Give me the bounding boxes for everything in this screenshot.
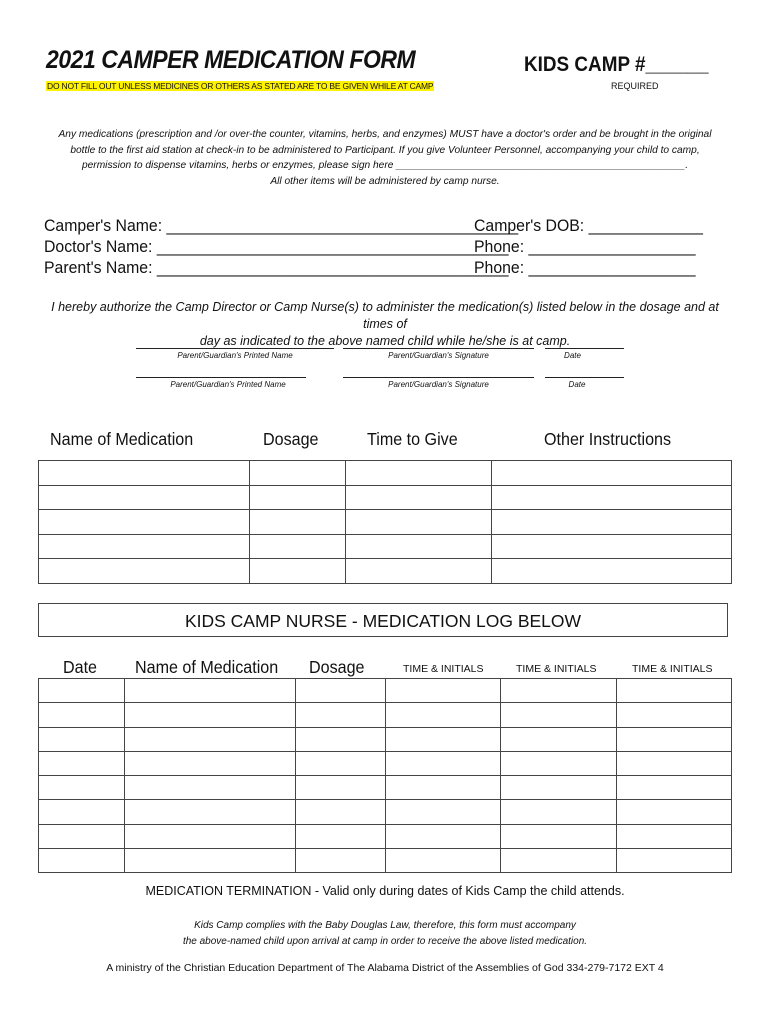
printed-name-label-2: Parent/Guardian's Printed Name [170, 380, 286, 389]
intro-line-3[interactable]: permission to dispense vitamins, herbs or enzymes, please sign here ___________________________________________________. [81, 160, 689, 172]
table-row [39, 727, 732, 751]
table-cell[interactable] [492, 510, 732, 535]
col-dosage: Dosage [263, 429, 319, 449]
table-cell[interactable] [295, 703, 386, 727]
doctor-name-field[interactable]: Doctor's Name: ________________________________________ [44, 237, 509, 256]
parent-name-field[interactable]: Parent's Name: ________________________________________ [44, 258, 509, 277]
table-cell[interactable] [386, 776, 501, 800]
warning-banner: DO NOT FILL OUT UNLESS MEDICINES OR OTHERS AS STATED ARE TO BE GIVEN WHILE AT CAMP [47, 81, 434, 91]
table-cell[interactable] [295, 776, 386, 800]
table-cell[interactable] [501, 776, 617, 800]
table-cell[interactable] [249, 534, 345, 559]
table-row [39, 485, 732, 510]
table-cell[interactable] [386, 679, 501, 703]
table-row [39, 703, 732, 727]
table-cell[interactable] [39, 751, 125, 775]
table-row [39, 849, 732, 873]
table-cell[interactable] [617, 679, 732, 703]
table-cell[interactable] [492, 461, 732, 486]
table-cell[interactable] [501, 727, 617, 751]
nurse-log-banner: KIDS CAMP NURSE - MEDICATION LOG BELOW [38, 603, 728, 637]
form-title: 2021 CAMPER MEDICATION FORM [46, 46, 416, 74]
table-cell[interactable] [124, 727, 295, 751]
table-row [39, 824, 732, 848]
signature-line-1[interactable] [343, 348, 534, 349]
table-row [39, 679, 732, 703]
table-cell[interactable] [386, 849, 501, 873]
table-cell[interactable] [345, 559, 492, 584]
table-cell[interactable] [39, 485, 250, 510]
table-cell[interactable] [124, 849, 295, 873]
table-cell[interactable] [295, 727, 386, 751]
table-cell[interactable] [295, 824, 386, 848]
signature-label-1: Parent/Guardian's Signature [388, 351, 489, 360]
printed-name-label-1: Parent/Guardian's Printed Name [177, 351, 293, 360]
table-cell[interactable] [617, 776, 732, 800]
log-col-date: Date [63, 657, 98, 677]
table-cell[interactable] [39, 679, 125, 703]
medication-table [38, 460, 732, 584]
table-cell[interactable] [501, 703, 617, 727]
compliance-line-1: Kids Camp complies with the Baby Douglas Law, therefore, this form must accompany [194, 920, 576, 931]
table-cell[interactable] [39, 461, 250, 486]
date-label-2: Date [568, 380, 586, 389]
table-cell[interactable] [39, 849, 125, 873]
table-cell[interactable] [492, 534, 732, 559]
table-cell[interactable] [39, 559, 250, 584]
authorization-line-1: I hereby authorize the Camp Director or Camp Nurse(s) to administer the medication(s) listed below in the dosage and at times of [51, 300, 719, 331]
signature-line-2[interactable] [343, 377, 534, 378]
termination-notice: MEDICATION TERMINATION - Valid only during dates of Kids Camp the child attends. [145, 884, 625, 898]
table-cell[interactable] [249, 510, 345, 535]
table-cell[interactable] [501, 824, 617, 848]
table-cell[interactable] [617, 824, 732, 848]
table-cell[interactable] [39, 800, 125, 824]
intro-line-4: All other items will be administered by camp nurse. [270, 175, 500, 187]
signature-label-2: Parent/Guardian's Signature [388, 380, 489, 389]
col-other-instructions: Other Instructions [544, 429, 672, 449]
printed-name-line-2[interactable] [136, 377, 306, 378]
required-label: REQUIRED [611, 81, 659, 91]
table-cell[interactable] [501, 751, 617, 775]
table-row [39, 800, 732, 824]
table-cell[interactable] [124, 703, 295, 727]
col-time-to-give: Time to Give [367, 429, 458, 449]
table-cell[interactable] [124, 679, 295, 703]
table-cell[interactable] [501, 800, 617, 824]
date-line-1[interactable] [545, 348, 624, 349]
table-cell[interactable] [295, 849, 386, 873]
table-cell[interactable] [386, 727, 501, 751]
table-cell[interactable] [39, 824, 125, 848]
table-row [39, 559, 732, 584]
compliance-notice [40, 918, 730, 950]
table-cell[interactable] [386, 703, 501, 727]
date-line-2[interactable] [545, 377, 624, 378]
table-cell[interactable] [617, 703, 732, 727]
table-cell[interactable] [345, 510, 492, 535]
table-cell[interactable] [295, 751, 386, 775]
intro-line-1: Any medications (prescription and /or over-the counter, vitamins, herbs, and enzymes) MUST have a doctor's order and be brought in the original [58, 129, 712, 140]
ministry-footer: A ministry of the Christian Education Department of The Alabama District of the Assemblies of God 334-279-7172 EXT 4 [106, 962, 664, 974]
log-col-time-initials-2: TIME & INITIALS [516, 663, 597, 675]
table-cell[interactable] [617, 800, 732, 824]
table-row [39, 534, 732, 559]
table-cell[interactable] [492, 485, 732, 510]
table-cell[interactable] [124, 776, 295, 800]
table-row [39, 776, 732, 800]
table-cell[interactable] [249, 461, 345, 486]
doctor-phone-field[interactable]: Phone: ___________________ [474, 237, 696, 256]
table-cell[interactable] [492, 559, 732, 584]
table-cell[interactable] [124, 751, 295, 775]
table-cell[interactable] [249, 559, 345, 584]
table-cell[interactable] [501, 849, 617, 873]
table-cell[interactable] [249, 485, 345, 510]
table-cell[interactable] [124, 824, 295, 848]
table-cell[interactable] [39, 510, 250, 535]
table-cell[interactable] [345, 534, 492, 559]
nurse-log-table [38, 678, 732, 873]
table-cell[interactable] [345, 461, 492, 486]
date-label-1: Date [564, 351, 581, 360]
log-col-name-of-medication: Name of Medication [135, 657, 279, 677]
log-col-time-initials-3: TIME & INITIALS [632, 663, 713, 675]
printed-name-line-1[interactable] [136, 348, 334, 349]
table-row [39, 751, 732, 775]
table-cell[interactable] [617, 849, 732, 873]
intro-line-2: bottle to the first aid station at check-in to be administered to Participant. If you give Volunteer Personnel, accompanying your child to camp, [70, 144, 700, 156]
table-cell[interactable] [617, 727, 732, 751]
table-cell[interactable] [501, 679, 617, 703]
table-cell[interactable] [39, 727, 125, 751]
kids-camp-number[interactable]: KIDS CAMP #______ [524, 53, 709, 76]
intro-text [40, 127, 730, 189]
table-cell[interactable] [617, 751, 732, 775]
col-name-of-medication: Name of Medication [50, 429, 194, 449]
table-cell[interactable] [39, 776, 125, 800]
camper-dob-field[interactable]: Camper's DOB: _____________ [474, 216, 703, 235]
authorization-line-2: day as indicated to the above named child while he/she is at camp. [199, 334, 571, 348]
table-cell[interactable] [295, 800, 386, 824]
compliance-line-2: the above-named child upon arrival at camp in order to receive the above listed medication. [182, 936, 588, 947]
table-cell[interactable] [386, 800, 501, 824]
table-row [39, 461, 732, 486]
camper-name-field[interactable]: Camper's Name: ________________________________________ [44, 216, 519, 235]
authorization-text [40, 299, 730, 350]
table-cell[interactable] [39, 703, 125, 727]
table-row [39, 510, 732, 535]
log-col-dosage: Dosage [309, 657, 365, 677]
table-cell[interactable] [124, 800, 295, 824]
parent-phone-field[interactable]: Phone: ___________________ [474, 258, 696, 277]
table-cell[interactable] [386, 824, 501, 848]
log-col-time-initials-1: TIME & INITIALS [403, 663, 484, 675]
table-cell[interactable] [295, 679, 386, 703]
table-cell[interactable] [39, 534, 250, 559]
table-cell[interactable] [386, 751, 501, 775]
table-cell[interactable] [345, 485, 492, 510]
